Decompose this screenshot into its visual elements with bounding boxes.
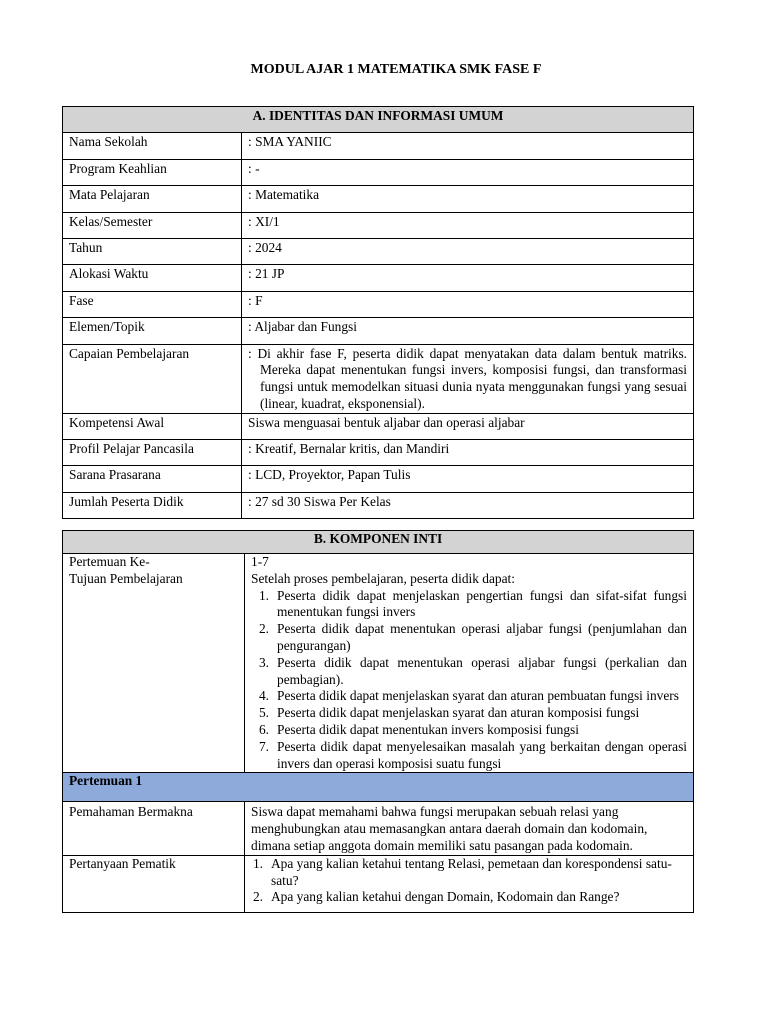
- list-text: Peserta didik dapat menjelaskan syarat dan aturan pembuatan fungsi invers: [277, 688, 679, 704]
- identitas-row: [63, 291, 694, 317]
- row-value: : Matematika: [242, 186, 694, 212]
- row-value: : 2024: [242, 238, 694, 264]
- tujuan-list: [251, 588, 687, 773]
- row-label: Sarana Prasarana: [63, 466, 242, 492]
- list-item: [251, 688, 687, 705]
- identitas-row: [63, 318, 694, 344]
- row-value: : SMA YANIIC: [242, 133, 694, 159]
- identitas-row: [63, 212, 694, 238]
- row-label: Mata Pelajaran: [63, 186, 242, 212]
- identitas-row: [63, 133, 694, 159]
- identitas-row: [63, 466, 694, 492]
- pertemuan-ke-value: 1-7: [251, 554, 269, 569]
- tujuan-intro: Setelah proses pembelajaran, peserta didik dapat:: [251, 570, 515, 586]
- pertanyaan-cell: [245, 855, 694, 912]
- tujuan-label-cell: [63, 554, 245, 773]
- section-a-header-row: [63, 107, 694, 133]
- list-item: [251, 722, 687, 739]
- identitas-row: [63, 238, 694, 264]
- row-value: : Aljabar dan Fungsi: [242, 318, 694, 344]
- row-value: : 21 JP: [242, 265, 694, 291]
- row-label: Tahun: [63, 238, 242, 264]
- list-item: [251, 588, 687, 622]
- list-number: 2.: [258, 621, 269, 637]
- komponen-inti-table: [62, 530, 694, 913]
- row-label: Nama Sekolah: [63, 133, 242, 159]
- list-item: [251, 621, 687, 655]
- list-text: Peserta didik dapat menentukan operasi aljabar fungsi (perkalian dan pembagian).: [277, 654, 687, 687]
- capaian-text: : Di akhir fase F, peserta didik dapat menyatakan data dalam bentuk matriks. Mereka dapat menentukan fungsi invers, komposisi fungsi, dan transformasi fungsi untuk memodelkan situasi dunia nyata menggunakan fungsi yang sesuai (linear, kuadrat, eksponensial).: [248, 345, 687, 411]
- list-text: Peserta didik dapat menentukan invers komposisi fungsi: [277, 721, 579, 737]
- row-label: Jumlah Peserta Didik: [63, 492, 242, 518]
- list-text: Apa yang kalian ketahui tentang Relasi, pemetaan dan korespondensi satu-satu?: [271, 855, 672, 888]
- identitas-row: [63, 344, 694, 413]
- list-text: Peserta didik dapat menjelaskan pengertian fungsi dan sifat-sifat fungsi menentukan fungsi invers: [277, 587, 687, 620]
- identitas-row: [63, 440, 694, 466]
- tujuan-label: Tujuan Pembelajaran: [69, 570, 183, 586]
- pertemuan-ke-label: Pertemuan Ke-: [69, 554, 150, 569]
- pemahaman-text: Siswa dapat memahami bahwa fungsi merupakan sebuah relasi yang menghubungkan atau memasangkan antara daerah domain dan kodomain, dimana setiap anggota domain memiliki satu pasangan pada kodomain.: [245, 802, 694, 855]
- pertemuan-1-row: [63, 773, 694, 802]
- section-a-heading: A. IDENTITAS DAN INFORMASI UMUM: [63, 107, 694, 133]
- row-label: Kelas/Semester: [63, 212, 242, 238]
- row-label: Capaian Pembelajaran: [63, 344, 242, 413]
- row-value: : F: [242, 291, 694, 317]
- list-item: [245, 856, 687, 890]
- list-item: [251, 739, 687, 773]
- tujuan-row: [63, 554, 694, 773]
- list-text: Apa yang kalian ketahui dengan Domain, Kodomain dan Range?: [271, 889, 620, 905]
- list-item: [245, 889, 687, 906]
- identitas-row: [63, 265, 694, 291]
- row-value: Siswa menguasai bentuk aljabar dan operasi aljabar: [242, 413, 694, 439]
- list-text: Peserta didik dapat menyelesaikan masalah yang berkaitan dengan operasi invers dan operasi komposisi suatu fungsi: [277, 738, 687, 771]
- list-number: 2.: [252, 889, 263, 905]
- section-b-header-row: [63, 531, 694, 554]
- row-label: Fase: [63, 291, 242, 317]
- list-number: 7.: [258, 738, 269, 754]
- row-label: Profil Pelajar Pancasila: [63, 440, 242, 466]
- pertanyaan-label: Pertanyaan Pematik: [63, 855, 245, 912]
- identitas-row: [63, 186, 694, 212]
- pertanyaan-row: [63, 855, 694, 912]
- row-value: : Kreatif, Bernalar kritis, dan Mandiri: [242, 440, 694, 466]
- list-item: [251, 655, 687, 689]
- list-number: 5.: [258, 705, 269, 721]
- row-value: : XI/1: [242, 212, 694, 238]
- row-label: Alokasi Waktu: [63, 265, 242, 291]
- list-text: Peserta didik dapat menentukan operasi aljabar fungsi (penjumlahan dan pengurangan): [277, 621, 687, 653]
- pertemuan-1-label: Pertemuan 1: [63, 773, 694, 802]
- list-number: 6.: [258, 721, 269, 737]
- section-b-heading: B. KOMPONEN INTI: [63, 531, 694, 554]
- row-value: : -: [242, 159, 694, 185]
- identitas-row: [63, 159, 694, 185]
- row-label: Program Keahlian: [63, 159, 242, 185]
- identitas-row: [63, 492, 694, 518]
- identitas-row: [63, 413, 694, 439]
- pemahaman-label: Pemahaman Bermakna: [63, 802, 245, 855]
- list-text: Peserta didik dapat menjelaskan syarat dan aturan komposisi fungsi: [277, 705, 640, 721]
- identitas-table: [62, 106, 694, 519]
- pertanyaan-list: [245, 856, 687, 906]
- document-title: MODUL AJAR 1 MATEMATIKA SMK FASE F: [250, 62, 542, 77]
- row-value: [242, 344, 694, 413]
- list-item: [251, 705, 687, 722]
- row-label: Elemen/Topik: [63, 318, 242, 344]
- row-value: : 27 sd 30 Siswa Per Kelas: [242, 492, 694, 518]
- row-label: Kompetensi Awal: [63, 413, 242, 439]
- list-number: 4.: [258, 688, 269, 704]
- pemahaman-row: [63, 802, 694, 855]
- tujuan-content-cell: [245, 554, 694, 773]
- list-number: 1.: [258, 587, 269, 603]
- row-value: : LCD, Proyektor, Papan Tulis: [242, 466, 694, 492]
- list-number: 3.: [258, 654, 269, 670]
- list-number: 1.: [252, 855, 263, 871]
